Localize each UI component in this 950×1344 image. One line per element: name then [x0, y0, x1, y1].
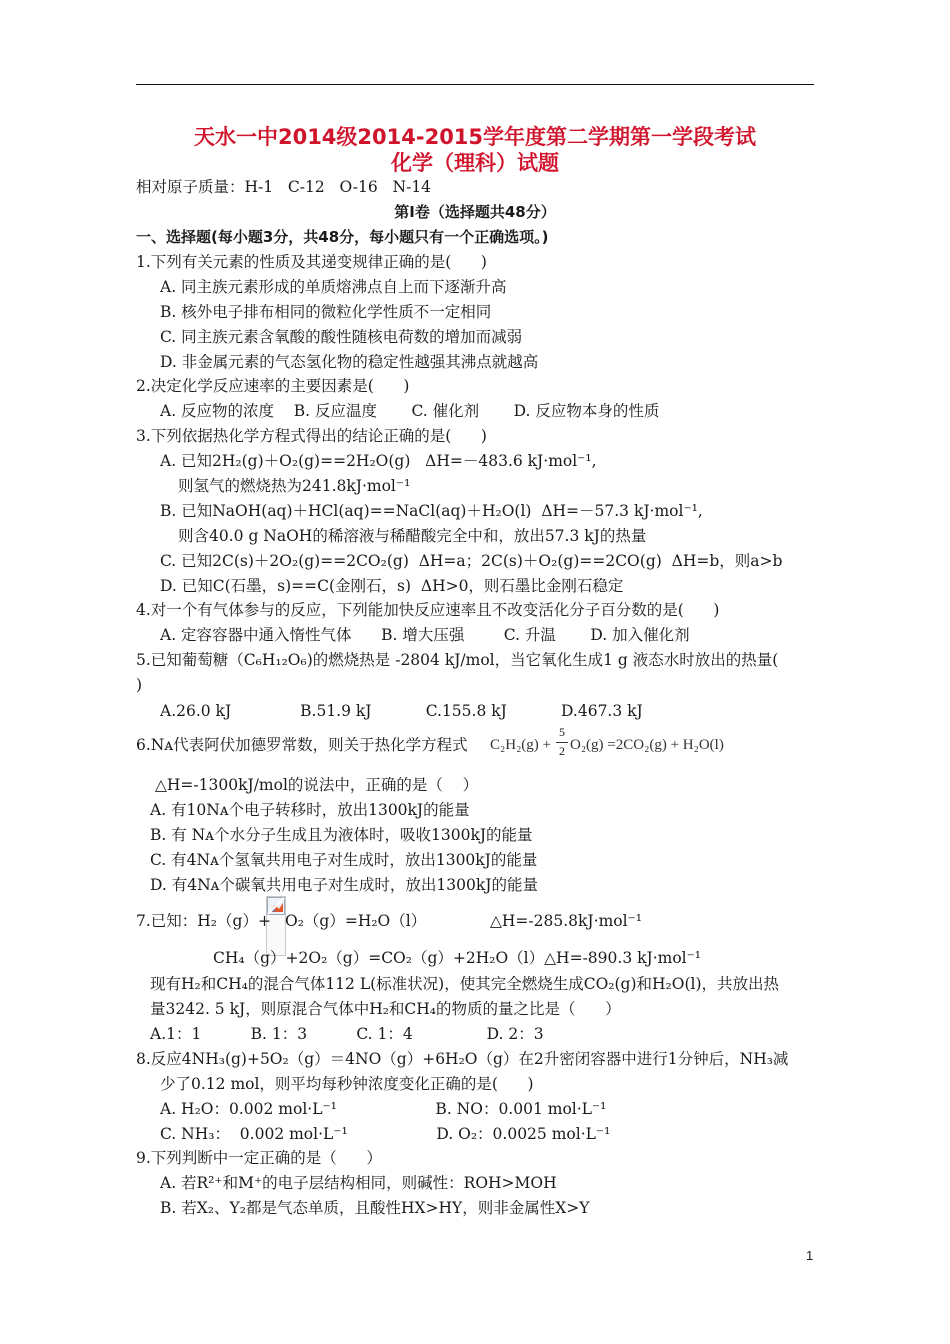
- question-7-options: A.1：1 B. 1：3 C. 1：4 D. 2：3: [150, 1025, 544, 1043]
- question-6-option-a: A. 有10Nᴀ个电子转移时，放出1300kJ的能量: [150, 801, 470, 819]
- question-7-text-1: 现有H₂和CH₄的混合气体112 L(标准状况)，使其完全燃烧生成CO₂(g)和H₂O(l)，共放出热: [150, 975, 780, 993]
- question-4-options: A. 定容容器中通入惰性气体 B. 增大压强 C. 升温 D. 加入催化剂: [160, 626, 690, 644]
- fraction-bar: [556, 742, 568, 743]
- fraction-denominator: 2: [559, 744, 565, 758]
- question-1-stem: 1.下列有关元素的性质及其递变规律正确的是( ): [136, 253, 487, 271]
- page-number: 1: [806, 1248, 814, 1263]
- question-6-option-c: C. 有4Nᴀ个氢氧共用电子对生成时，放出1300kJ的能量: [150, 851, 538, 869]
- question-7-line-1-product: O₂（g）=H₂O（l）: [285, 912, 427, 930]
- question-3-stem: 3.下列依据热化学方程式得出的结论正确的是( ): [136, 427, 487, 445]
- question-8-stem: 8.反应4NH₃(g)+5O₂（g）＝4NO（g）+6H₂O（g）在2升密闭容器中进行1分钟后，NH₃减: [136, 1050, 789, 1068]
- exam-title: 天水一中2014级2014-2015学年度第二学期第一学段考试: [193, 125, 757, 149]
- question-5-options: A.26.0 kJ B.51.9 kJ C.155.8 kJ D.467.3 kJ: [160, 702, 643, 720]
- question-3-option-a: A. 已知2H₂(g)＋O₂(g)==2H₂O(g) ΔH=－483.6 kJ·mol⁻¹,: [160, 452, 597, 470]
- part-title: 一、选择题(每小题3分，共48分，每小题只有一个正确选项。): [136, 228, 549, 246]
- question-7-line-1-enthalpy: △H=-285.8kJ·mol⁻¹: [490, 912, 642, 930]
- question-6-equation-left: C₂H₂(g) +: [490, 737, 551, 753]
- question-7-text-2: 量3242. 5 kJ，则原混合气体中H₂和CH₄的物质的量之比是（ ）: [150, 1000, 621, 1018]
- question-6-equation-right: O₂(g) =2CO₂(g) + H₂O(l): [570, 737, 724, 753]
- exam-subtitle: 化学（理科）试题: [391, 151, 559, 175]
- question-5-stem: 5.已知葡萄糖（C₆H₁₂O₆)的燃烧热是 -2804 kJ/mol，当它氧化生成1 g 液态水时放出的热量(: [136, 651, 779, 669]
- question-6-enthalpy: △H=-1300kJ/mol的说法中，正确的是（ ）: [155, 776, 479, 794]
- header-rule: [136, 84, 814, 85]
- question-2-stem: 2.决定化学反应速率的主要因素是( ): [136, 377, 410, 395]
- question-6-option-d: D. 有4Nᴀ个碳氧共用电子对生成时，放出1300kJ的能量: [150, 876, 538, 894]
- question-1-option-a: A. 同主族元素形成的单质熔沸点自上而下逐渐升高: [160, 278, 507, 296]
- fraction-numerator: 5: [559, 725, 565, 739]
- question-5-stem-cont: ): [136, 676, 143, 694]
- question-9-option-a: A. 若R²⁺和M⁺的电子层结构相同，则碱性：ROH>MOH: [160, 1174, 557, 1192]
- volume-title: 第Ⅰ卷（选择题共48分）: [394, 203, 556, 221]
- question-4-stem: 4.对一个有气体参与的反应，下列能加快反应速率且不改变活化分子百分数的是( ): [136, 601, 720, 619]
- question-1-option-c: C. 同主族元素含氧酸的酸性随核电荷数的增加而减弱: [160, 328, 523, 346]
- atomic-masses: 相对原子质量：H-1 C-12 O-16 N-14: [136, 178, 432, 196]
- question-6-stem: 6.Nᴀ代表阿伏加德罗常数，则关于热化学方程式: [136, 736, 468, 754]
- question-7-line-1: 7.已知：H₂（g）+: [136, 912, 271, 930]
- question-3-option-b-cont: 则含40.0 g NaOH的稀溶液与稀醋酸完全中和，放出57.3 kJ的热量: [178, 527, 647, 545]
- question-8-options-cd: C. NH₃： 0.002 mol·L⁻¹ D. O₂：0.0025 mol·L⁻¹: [160, 1125, 611, 1143]
- question-3-option-b: B. 已知NaOH(aq)＋HCl(aq)==NaCl(aq)＋H₂O(l) ΔH=－57.3 kJ·mol⁻¹,: [160, 502, 703, 520]
- question-3-option-c: C. 已知2C(s)＋2O₂(g)==2CO₂(g) ΔH=a；2C(s)＋O₂(g)==2CO(g) ΔH=b，则a>b: [160, 552, 783, 570]
- question-9-option-b: B. 若X₂、Y₂都是气态单质，且酸性HX>HY，则非金属性X>Y: [160, 1199, 590, 1217]
- question-7-line-2: CH₄（g）+2O₂（g）=CO₂（g）+2H₂O（l）△H=-890.3 kJ·mol⁻¹: [213, 949, 702, 967]
- question-8-options-ab: A. H₂O：0.002 mol·L⁻¹ B. NO：0.001 mol·L⁻¹: [160, 1100, 607, 1118]
- question-3-option-d: D. 已知C(石墨，s)==C(金刚石，s) ΔH>0，则石墨比金刚石稳定: [160, 577, 624, 595]
- question-1-option-b: B. 核外电子排布相同的微粒化学性质不一定相同: [160, 303, 492, 321]
- question-1-option-d: D. 非金属元素的气态氢化物的稳定性越强其沸点就越高: [160, 353, 539, 371]
- question-6-option-b: B. 有 Nᴀ个水分子生成且为液体时，吸收1300kJ的能量: [150, 826, 533, 844]
- question-2-options: A. 反应物的浓度 B. 反应温度 C. 催化剂 D. 反应物本身的性质: [160, 402, 660, 420]
- question-8-stem-cont: 少了0.12 mol，则平均每秒钟浓度变化正确的是( ): [160, 1075, 534, 1093]
- question-9-stem: 9.下列判断中一定正确的是（ ）: [136, 1149, 382, 1167]
- question-3-option-a-cont: 则氢气的燃烧热为241.8kJ·mol⁻¹: [178, 477, 411, 495]
